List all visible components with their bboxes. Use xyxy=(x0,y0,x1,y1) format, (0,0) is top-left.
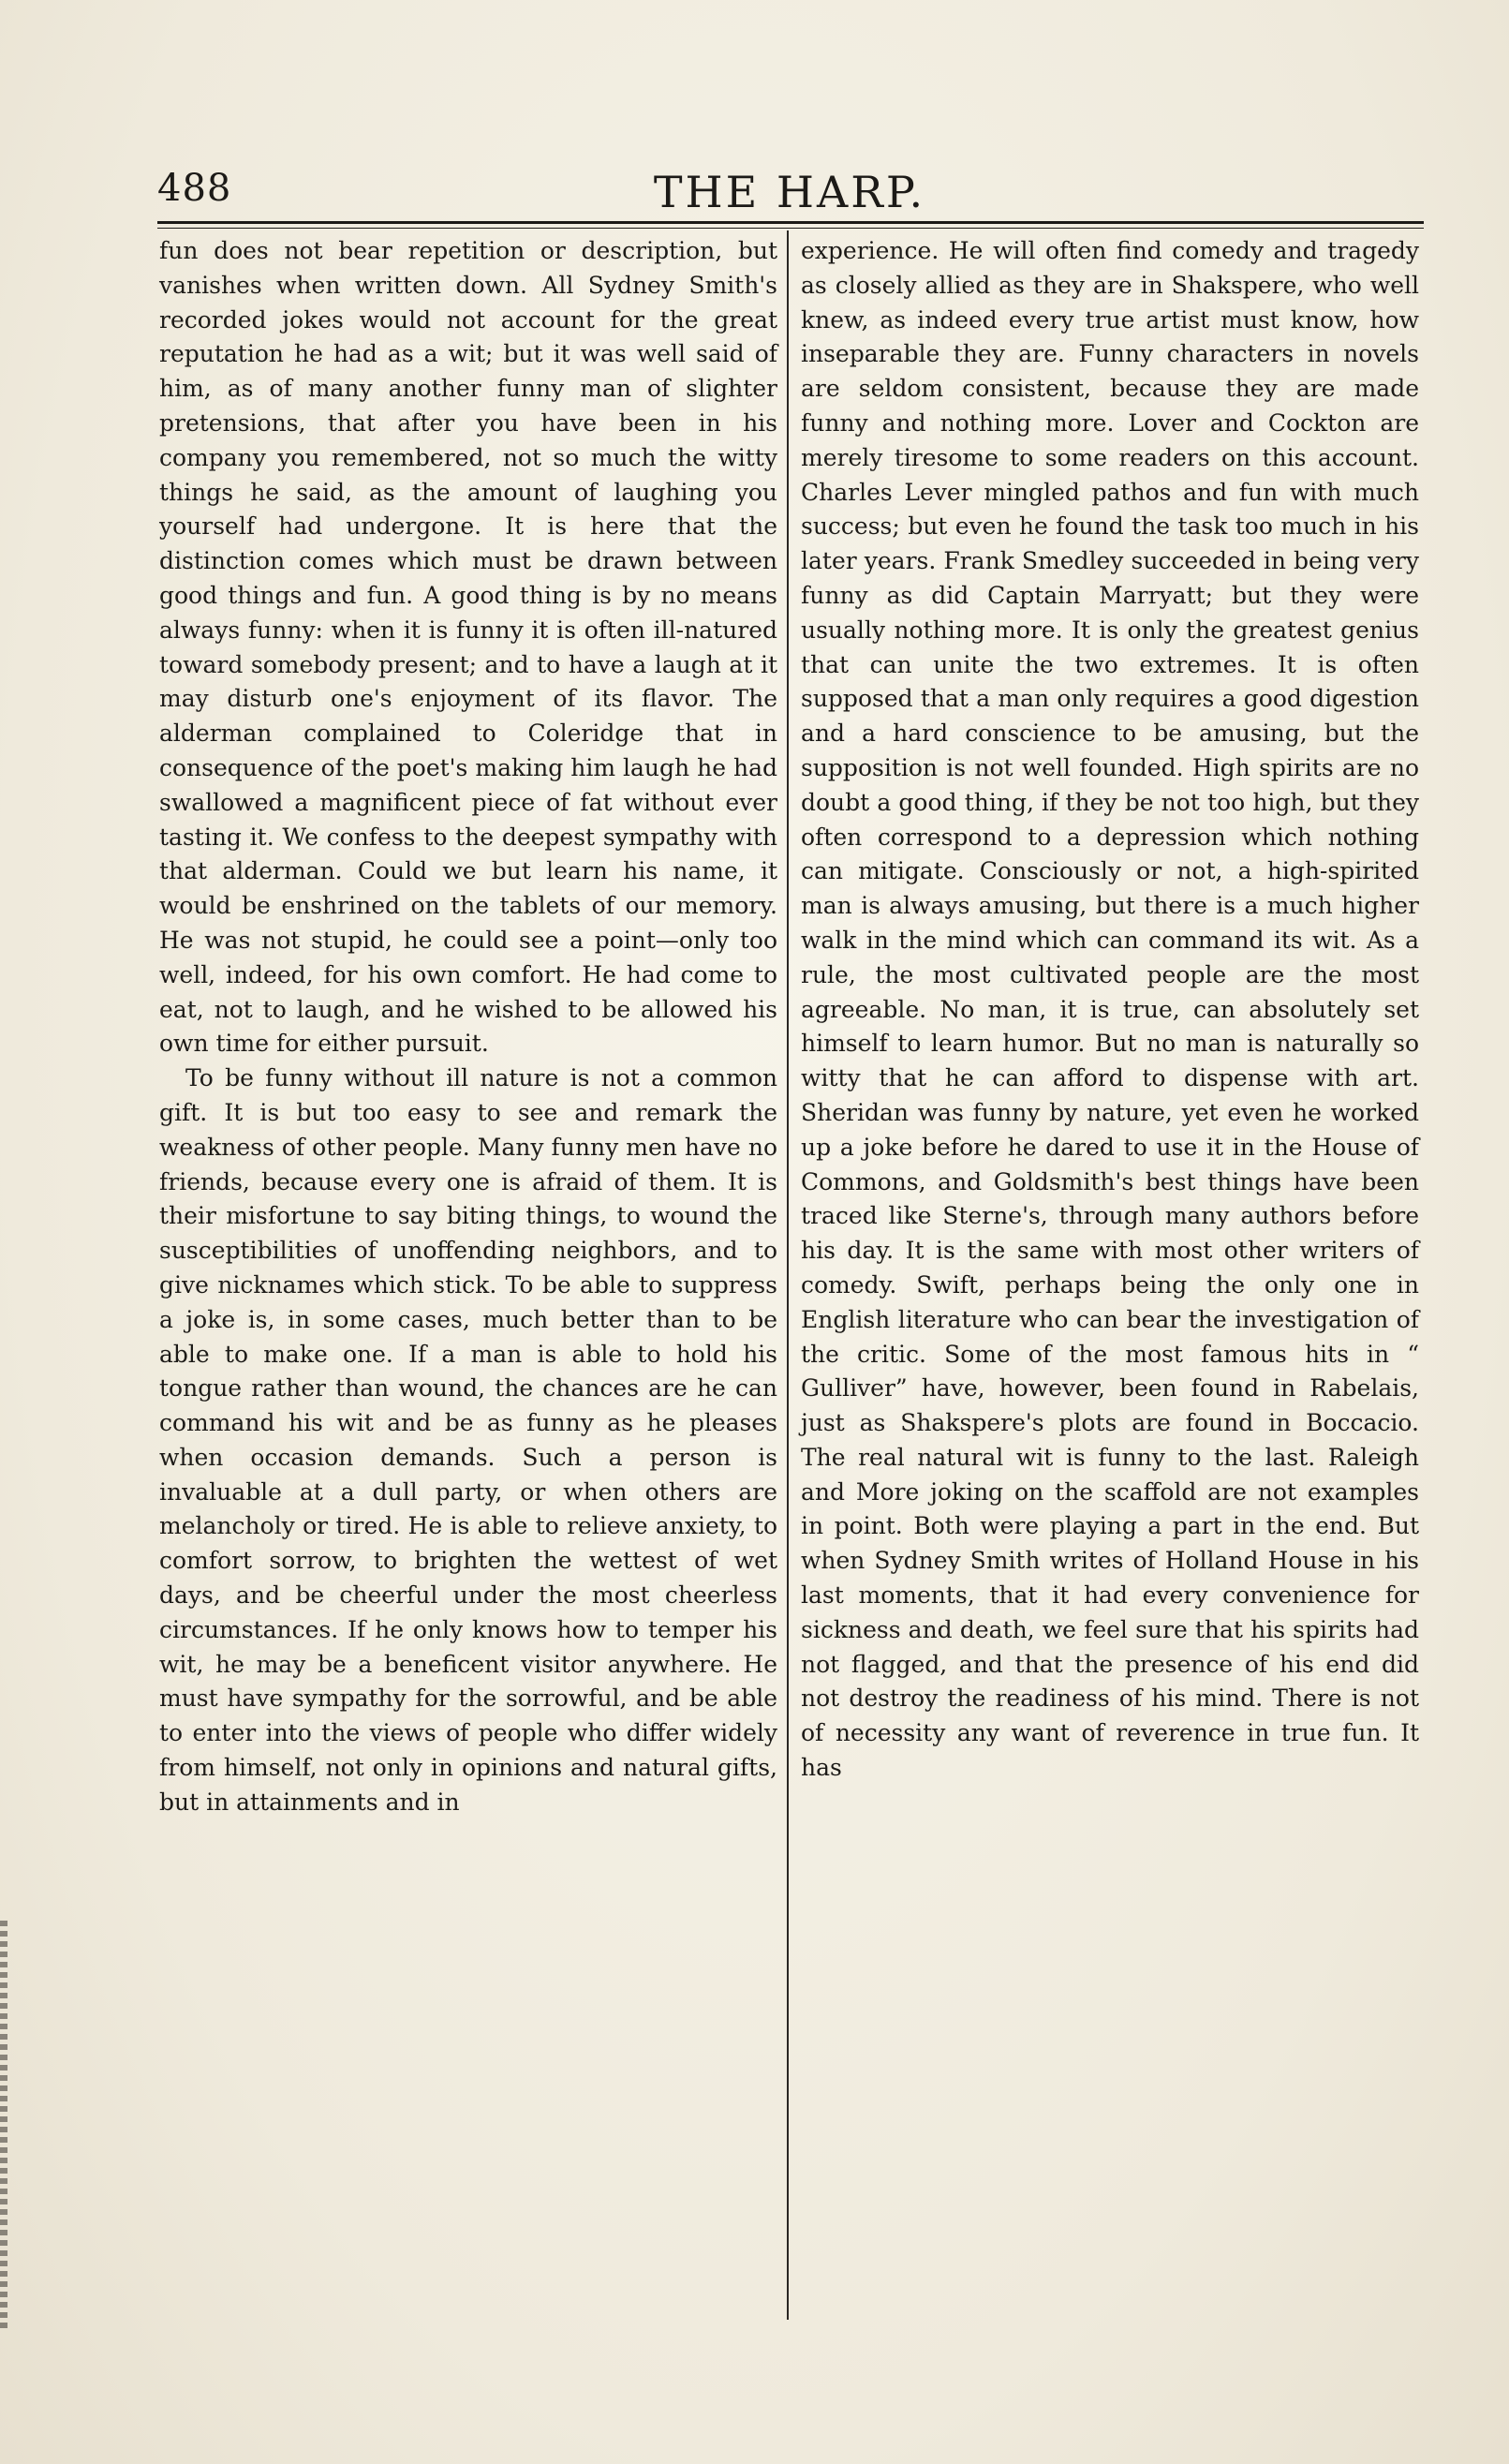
binding-edge-mark xyxy=(0,1921,7,2333)
right-column xyxy=(801,234,1419,1786)
right-paragraph-1: experience. He will often find comedy and tragedy as closely allied as they are in Shakspere, who well knew, as indeed every true artist must know, how inseparable they are. Funny characters in novels are seldom consistent, because they are made funny and nothing more. Lover and Cockton are merely tiresome to some readers on this account. Charles Lever mingled pathos and fun with much success; but even he found the task too much in his later years. Frank Smedley succeeded in being very funny as did Captain Marryatt; but they were usually nothing more. It is only the greatest genius that can unite the two extremes. It is often supposed that a man only requires a good digestion and a hard conscience to be amusing, but the supposition is not well founded. High spirits are no doubt a good thing, if they be not too high, but they often correspond to a depression which nothing can mitigate. Consciously or not, a high-spirited man is always amusing, but there is a much higher walk in the mind which can command its wit. As a rule, the most cultivated people are the most agreeable. No man, it is true, can absolutely set himself to learn humor. But no man is naturally so witty that he can afford to dispense with art. Sheridan was funny by nature, yet even he worked up a joke before he dared to use it in the House of Commons, and Goldsmith's best things have been traced like Sterne's, through many authors before his day. It is the same with most other writers of comedy. Swift, perhaps being the only one in English literature who can bear the investigation of the critic. Some of the most famous hits in “ Gulliver” have, however, been found in Rabelais, just as Shakspere's plots are found in Boccacio. The real natural wit is funny to the last. Raleigh and More joking on the scaffold are not examples in point. Both were playing a part in the end. But when Sydney Smith writes of Holland House in his last moments, that it had every convenience for sickness and death, we feel sure that his spirits had not flagged, and that the presence of his end did not destroy the readiness of his mind. There is not of necessity any want of reverence in true fun. It has xyxy=(801,237,1419,1782)
column-divider xyxy=(787,230,789,2320)
left-column xyxy=(159,234,777,1820)
header-rule-thick xyxy=(157,221,1424,224)
header-rule-thin xyxy=(157,228,1424,229)
left-paragraph-2: To be funny without ill nature is not a common gift. It is but too easy to see and remark the weakness of other people. Many funny men have no friends, because every one is afraid of them. It is their misfortune to say biting things, to wound the susceptibilities of unoffending neighbors, and to give nicknames which stick. To be able to suppress a joke is, in some cases, much better than to be able to make one. If a man is able to hold his tongue rather than wound, the chances are he can command his wit and be as funny as he pleases when occasion demands. Such a person is invaluable at a dull party, or when others are melancholy or tired. He is able to relieve anxiety, to comfort sorrow, to brighten the wettest of wet days, and be cheerful under the most cheerless circumstances. If he only knows how to temper his wit, he may be a beneficent visitor anywhere. He must have sympathy for the sorrowful, and be able to enter into the views of people who differ widely from himself, not only in opinions and natural gifts, but in attainments and in xyxy=(159,1064,777,1816)
running-title: THE HARP. xyxy=(653,167,926,217)
left-paragraph-1: fun does not bear repetition or description, but vanishes when written down. All Sydney Smith's recorded jokes would not account for the great reputation he had as a wit; but it was well said of him, as of many another funny man of slighter pretensions, that after you have been in his company you remembered, not so much the witty things he said, as the amount of laughing you yourself had undergone. It is here that the distinction comes which must be drawn between good things and fun. A good thing is by no means always funny: when it is funny it is often ill-natured toward somebody present; and to have a laugh at it may disturb one's enjoyment of its flavor. The alderman complained to Coleridge that in consequence of the poet's making him laugh he had swallowed a magnificent piece of fat without ever tasting it. We confess to the deepest sympathy with that alderman. Could we but learn his name, it would be enshrined on the tablets of our memory. He was not stupid, he could see a point—only too well, indeed, for his own comfort. He had come to eat, not to laugh, and he wished to be allowed his own time for either pursuit. xyxy=(159,237,777,1058)
page-header xyxy=(157,167,1422,219)
page-number: 488 xyxy=(157,167,232,210)
